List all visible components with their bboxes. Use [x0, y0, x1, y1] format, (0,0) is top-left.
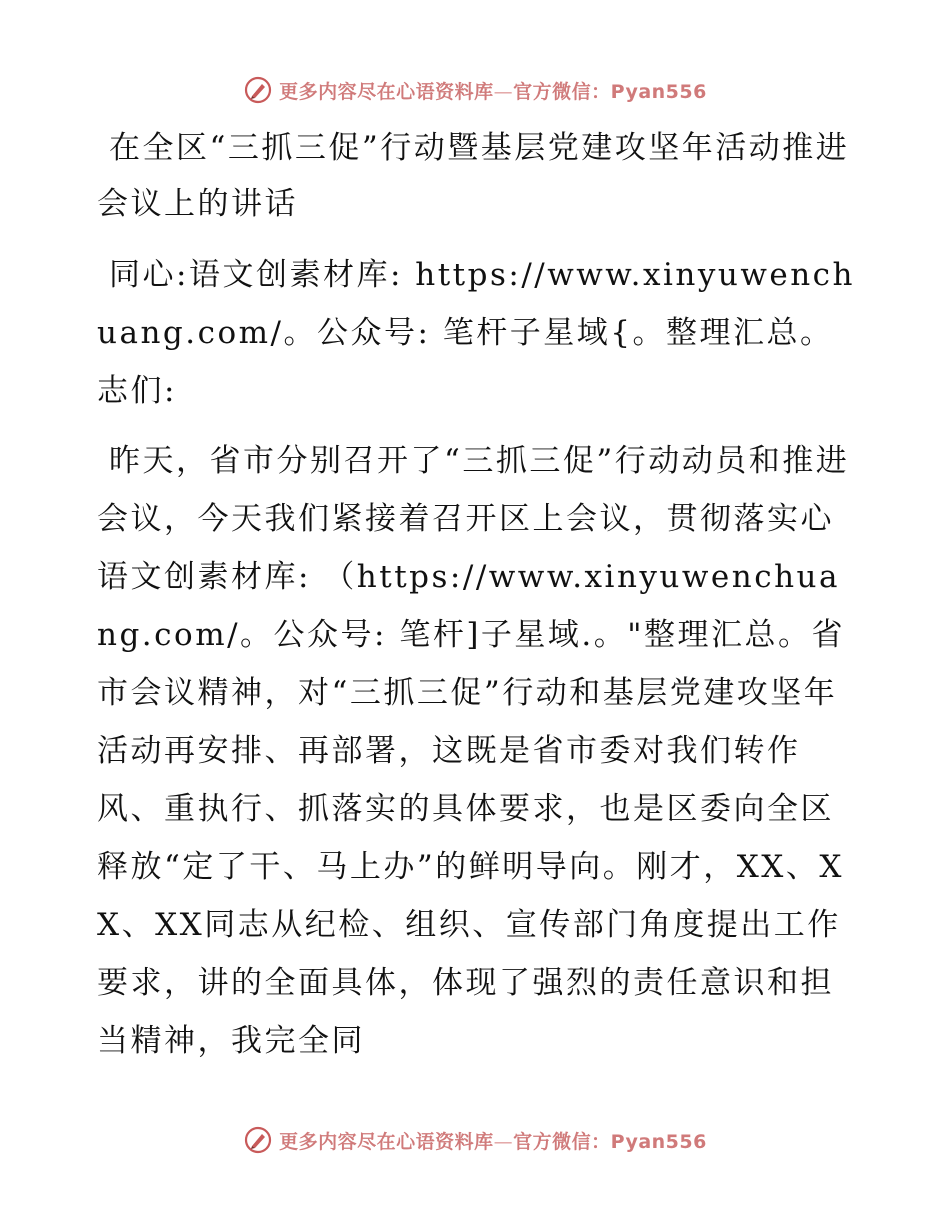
pen-logo-icon — [243, 1125, 273, 1155]
header-banner-text — [279, 77, 707, 104]
header-banner-tail: 官方微信：Pyan556 — [513, 80, 707, 103]
header-banner-separator: — — [493, 80, 514, 103]
footer-banner-text — [279, 1127, 707, 1154]
document-body — [97, 120, 857, 1082]
header-banner — [0, 70, 950, 110]
footer-banner-main: 更多内容尽在心语资料库 — [279, 1130, 494, 1153]
footer-banner — [0, 1120, 950, 1160]
document-title: 在全区“三抓三促”行动暨基层党建攻坚年活动推进会议上的讲话 — [97, 130, 850, 222]
header-banner-main: 更多内容尽在心语资料库 — [279, 80, 494, 103]
footer-banner-tail: 官方微信：Pyan556 — [513, 1130, 707, 1153]
paragraph: 昨天，省市分别召开了“三抓三促”行动动员和推进会议，今天我们紧接着召开区上会议，贯彻落实心语文创素材库: （https://www.xinyuwenchuang.com/。公众号: 笔杆]子星域.。"整理汇总。省市会议精神，对“三抓三促”行动和基层党建攻坚年活动再安排、再部署，这既是省市委对我们转作风、重执行、抓落实的具体要求，也是区委向全区释放“定了干、马上办”的鲜明导向。刚才，XX、XX、XX同志从纪检、组织、宣传部门角度提出工作要求，讲的全面具体，体现了强烈的责任意识和担当精神，我完全同 — [97, 443, 850, 1059]
pen-logo-icon — [243, 75, 273, 105]
paragraph: 同心:语文创素材库: https://www.xinyuwenchuang.com/。公众号: 笔杆子星域{。整理汇总。志们: — [97, 257, 856, 409]
footer-banner-separator: — — [493, 1130, 514, 1153]
